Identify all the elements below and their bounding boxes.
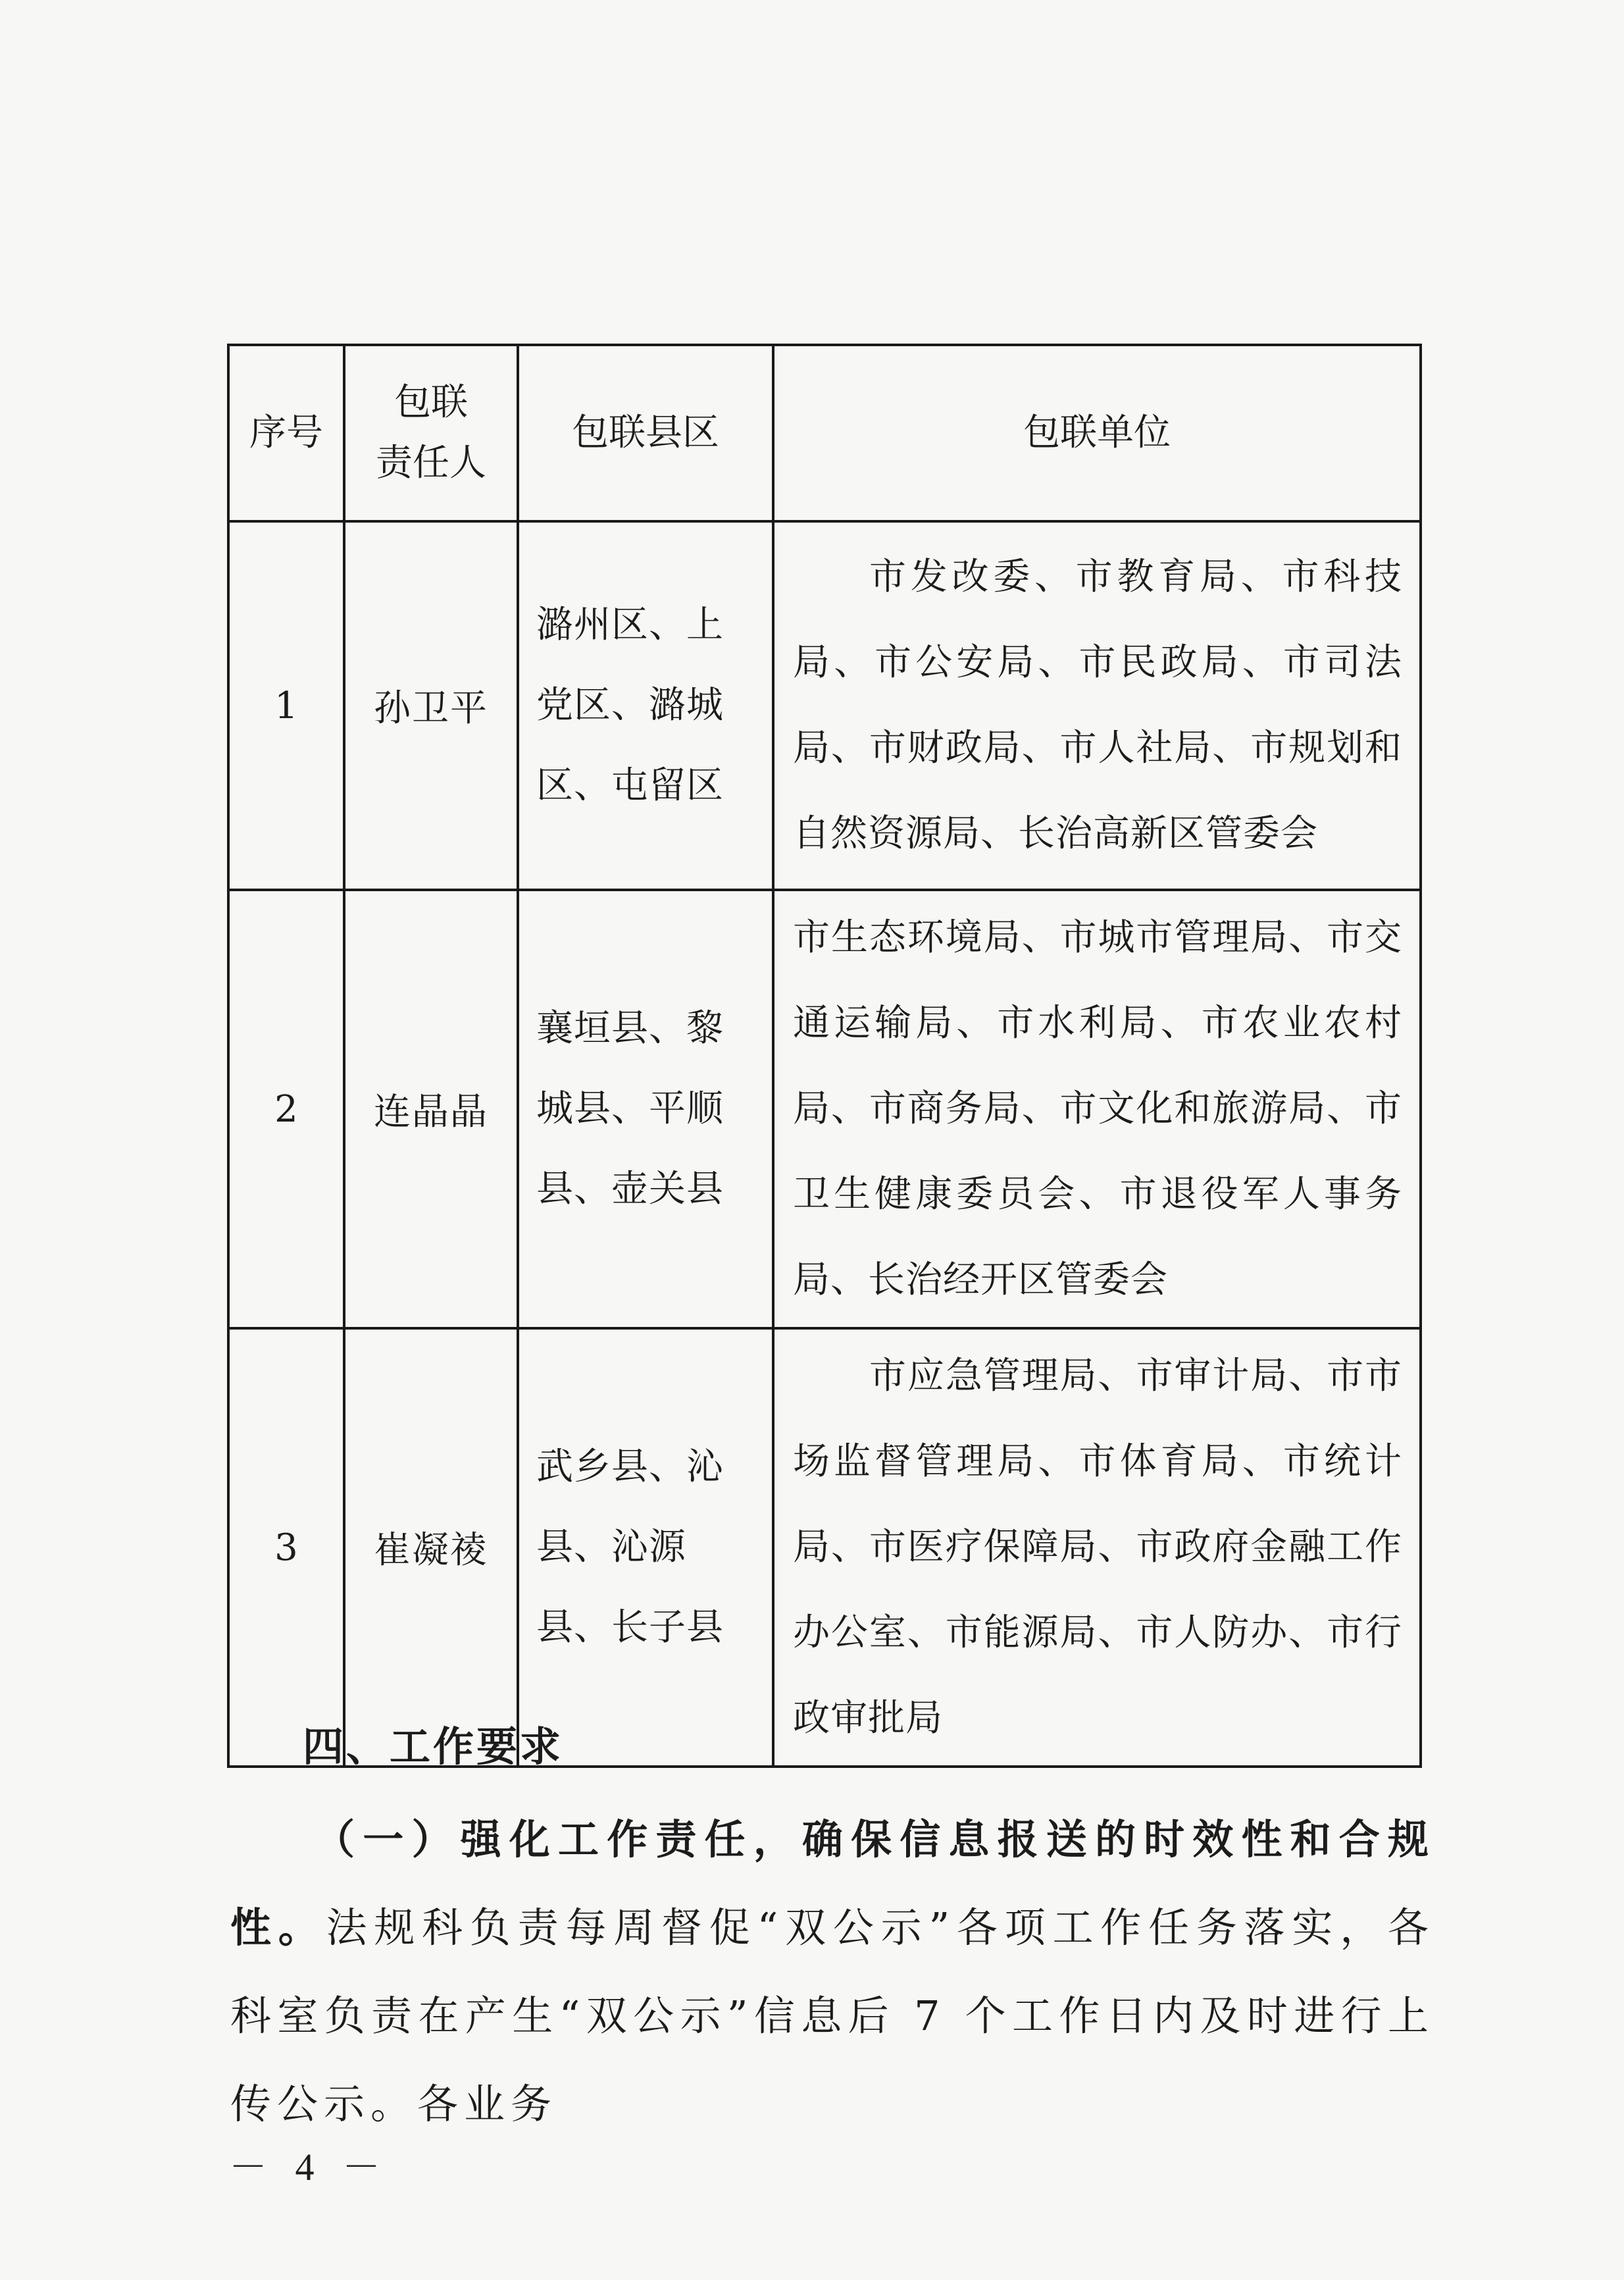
header-person-line1: 包联 [394,381,468,424]
section-paragraph [230,1796,1434,2148]
paragraph-lead: （一）强化工作责任，确保信息报送的时效性和合规性。 [230,1815,1434,1952]
header-units: 包联单位 [773,345,1421,521]
row-county: 武乡县、沁县、沁源县、长子县 [518,1328,773,1767]
paragraph-body: 法规科负责每周督促“双公示”各项工作任务落实，各科室负责在产生“双公示”信息后 7 个工作日内及时进行上传公示。各业务 [230,1904,1434,2128]
header-person [344,345,518,521]
table-row [228,521,1421,890]
row-person: 孙卫平 [344,521,518,890]
row-units: 市发改委、市教育局、市科技局、市公安局、市民政局、市司法局、市财政局、市人社局、市规划和自然资源局、长治高新区管委会 [773,521,1421,890]
header-person-line2: 责任人 [376,442,486,484]
row-units: 市应急管理局、市审计局、市市场监督管理局、市体育局、市统计局、市医疗保障局、市政府金融工作办公室、市能源局、市人防办、市行政审批局 [773,1328,1421,1767]
row-no: 1 [228,521,344,890]
page-number: － 4 － [229,2146,390,2189]
table-row [228,890,1421,1328]
row-county: 潞州区、上党区、潞城区、屯留区 [518,521,773,890]
table-header-row [228,345,1421,521]
row-no: 3 [228,1328,344,1767]
header-no: 序号 [228,345,344,521]
row-person: 连晶晶 [344,890,518,1328]
table-row [228,1328,1421,1767]
row-no: 2 [228,890,344,1328]
header-county: 包联县区 [518,345,773,521]
row-person: 崔凝祾 [344,1328,518,1767]
row-county: 襄垣县、黎城县、平顺县、壶关县 [518,890,773,1328]
section-heading: 四、工作要求 [303,1723,564,1771]
liaison-table [227,344,1422,1768]
row-units: 市生态环境局、市城市管理局、市交通运输局、市水利局、市农业农村局、市商务局、市文化和旅游局、市卫生健康委员会、市退役军人事务局、长治经开区管委会 [773,890,1421,1328]
